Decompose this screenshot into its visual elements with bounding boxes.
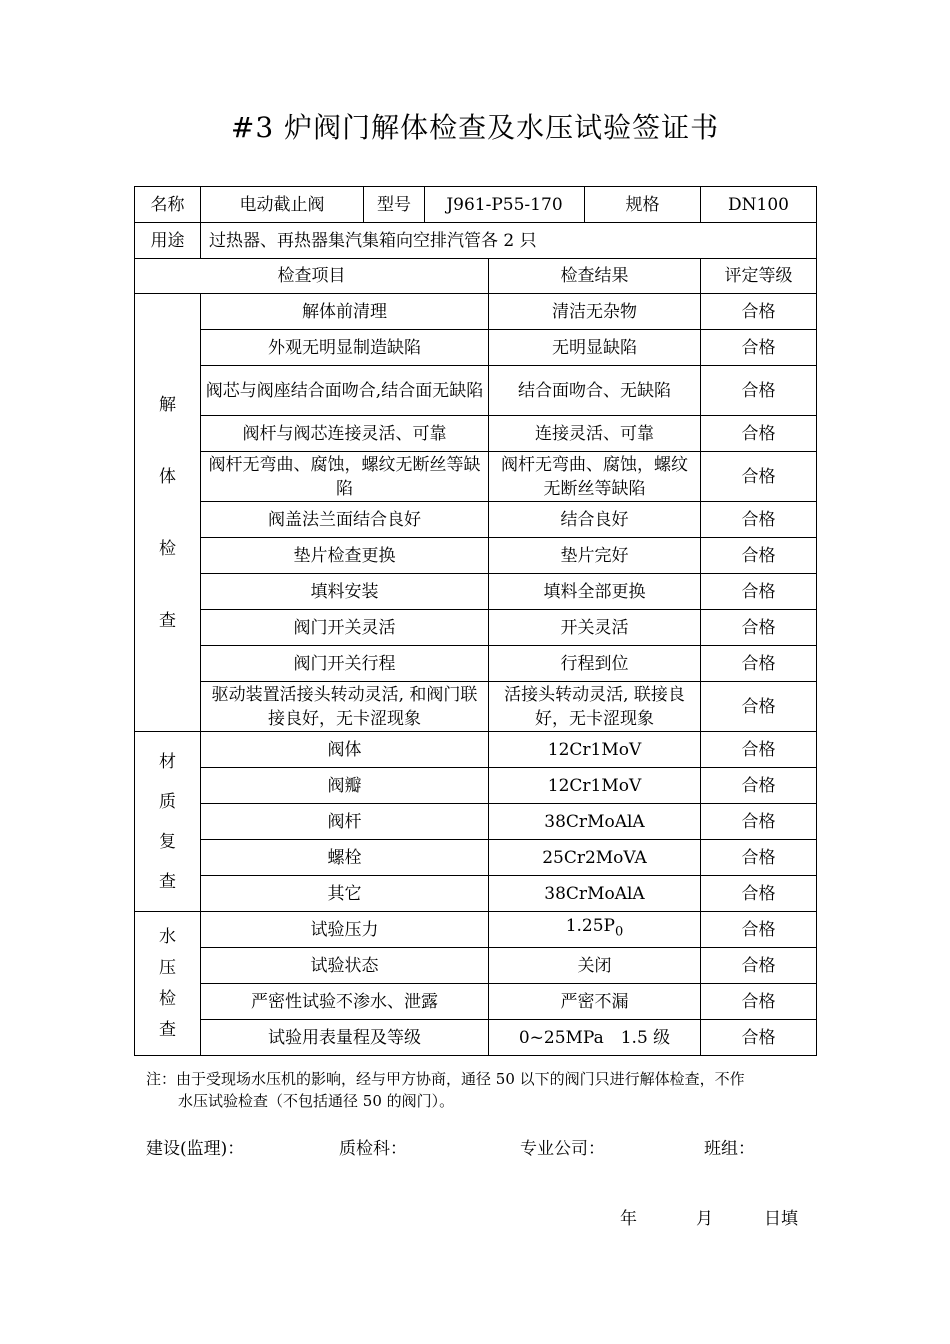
check-grade: 合格 xyxy=(701,294,817,330)
table-row xyxy=(135,452,817,502)
check-result-text: 严密不漏 xyxy=(560,991,629,1012)
check-item: 阀盖法兰面结合良好 xyxy=(201,502,489,538)
check-result-text: 25Cr2MoVA xyxy=(542,847,647,868)
table-row xyxy=(135,502,817,538)
table-row xyxy=(135,682,817,732)
spec-label: 规格 xyxy=(585,187,701,223)
check-grade: 合格 xyxy=(701,732,817,768)
inspection-table xyxy=(134,186,817,1056)
check-item: 垫片检查更换 xyxy=(201,538,489,574)
check-item: 填料安装 xyxy=(201,574,489,610)
table-row xyxy=(135,574,817,610)
model-label: 型号 xyxy=(364,187,425,223)
group-label-char: 解 xyxy=(159,394,176,415)
check-grade: 合格 xyxy=(701,330,817,366)
check-item: 试验用表量程及等级 xyxy=(201,1020,489,1056)
date-year: 年 xyxy=(620,1209,637,1229)
check-item: 严密性试验不渗水、泄露 xyxy=(201,984,489,1020)
check-grade: 合格 xyxy=(701,646,817,682)
check-item: 阀杆无弯曲、腐蚀，螺纹无断丝等缺陷 xyxy=(201,452,489,502)
check-result xyxy=(489,768,701,804)
signature-company: 专业公司： xyxy=(520,1139,605,1159)
column-header-item: 检查项目 xyxy=(135,259,489,294)
check-result-text: 结合良好 xyxy=(560,509,629,530)
check-item: 试验压力 xyxy=(201,912,489,948)
check-result xyxy=(489,610,701,646)
check-result-text: 活接头转动灵活, 联接良好，无卡涩现象 xyxy=(504,684,685,729)
spec-value: DN100 xyxy=(701,187,817,223)
check-result xyxy=(489,840,701,876)
note-line-1: 注：由于受现场水压机的影响，经与甲方协商，通径 50 以下的阀门只进行解体检查，不作 xyxy=(146,1070,745,1088)
check-result xyxy=(489,574,701,610)
check-grade: 合格 xyxy=(701,502,817,538)
check-result xyxy=(489,416,701,452)
check-result xyxy=(489,294,701,330)
check-grade: 合格 xyxy=(701,682,817,732)
signature-quality-dept: 质检科： xyxy=(339,1139,407,1159)
check-result-text: 12Cr1MoV xyxy=(547,775,642,796)
check-result xyxy=(489,682,701,732)
note xyxy=(146,1068,826,1112)
check-result-text: 垫片完好 xyxy=(560,545,629,566)
check-item: 其它 xyxy=(201,876,489,912)
group-label-char: 水 xyxy=(159,927,176,947)
header-row-name xyxy=(135,187,817,223)
table-row xyxy=(135,984,817,1020)
check-grade: 合格 xyxy=(701,366,817,416)
check-result-text: 38CrMoAlA xyxy=(544,883,645,904)
table-row xyxy=(135,366,817,416)
group-label-char: 检 xyxy=(159,538,176,559)
header-row-use xyxy=(135,223,817,259)
table-row xyxy=(135,876,817,912)
check-result xyxy=(489,646,701,682)
check-result-subscript: 0 xyxy=(615,924,624,940)
check-result xyxy=(489,538,701,574)
table-row xyxy=(135,948,817,984)
check-grade: 合格 xyxy=(701,804,817,840)
check-grade: 合格 xyxy=(701,840,817,876)
table-row xyxy=(135,768,817,804)
check-item: 阀杆 xyxy=(201,804,489,840)
check-grade: 合格 xyxy=(701,416,817,452)
table-row xyxy=(135,804,817,840)
group-label-material xyxy=(135,732,201,912)
table-row xyxy=(135,330,817,366)
check-result-text: 连接灵活、可靠 xyxy=(535,423,654,444)
column-header-grade: 评定等级 xyxy=(701,259,817,294)
check-grade: 合格 xyxy=(701,768,817,804)
check-grade: 合格 xyxy=(701,1020,817,1056)
check-result-text: 0~25MPa 1.5 级 xyxy=(518,1027,671,1048)
date-day: 日填 xyxy=(764,1209,798,1229)
check-item: 阀体 xyxy=(201,732,489,768)
date-month: 月 xyxy=(696,1209,713,1229)
table-row xyxy=(135,538,817,574)
table-row xyxy=(135,294,817,330)
check-result-text: 清洁无杂物 xyxy=(552,301,637,322)
check-result xyxy=(489,1020,701,1056)
use-label: 用途 xyxy=(135,223,201,259)
check-result-text: 阀杆无弯曲、腐蚀，螺纹无断丝等缺陷 xyxy=(501,454,688,499)
group-label-char: 体 xyxy=(159,466,176,487)
check-result xyxy=(489,876,701,912)
group-label-hydro xyxy=(135,912,201,1056)
check-item: 螺栓 xyxy=(201,840,489,876)
table-row xyxy=(135,646,817,682)
check-item: 外观无明显制造缺陷 xyxy=(201,330,489,366)
check-result-text: 行程到位 xyxy=(560,653,629,674)
check-grade: 合格 xyxy=(701,984,817,1020)
name-value: 电动截止阀 xyxy=(201,187,364,223)
check-item: 阀门开关行程 xyxy=(201,646,489,682)
check-result xyxy=(489,366,701,416)
check-result xyxy=(489,912,701,948)
check-item: 阀芯与阀座结合面吻合,结合面无缺陷 xyxy=(201,366,489,416)
signature-team: 班组： xyxy=(704,1139,755,1159)
table-row xyxy=(135,1020,817,1056)
check-item: 试验状态 xyxy=(201,948,489,984)
group-label-char: 查 xyxy=(159,871,176,892)
check-result xyxy=(489,984,701,1020)
table-row xyxy=(135,416,817,452)
check-result xyxy=(489,452,701,502)
note-line-2: 水压试验检查（不包括通径 50 的阀门）。 xyxy=(178,1092,455,1110)
check-result xyxy=(489,330,701,366)
use-value: 过热器、再热器集汽集箱向空排汽管各 2 只 xyxy=(201,223,817,259)
column-header-result: 检查结果 xyxy=(489,259,701,294)
table-row xyxy=(135,610,817,646)
table-row xyxy=(135,840,817,876)
table-row xyxy=(135,912,817,948)
check-item: 阀瓣 xyxy=(201,768,489,804)
check-grade: 合格 xyxy=(701,876,817,912)
check-grade: 合格 xyxy=(701,452,817,502)
check-result-text: 填料全部更换 xyxy=(543,581,646,602)
check-grade: 合格 xyxy=(701,948,817,984)
group-label-char: 查 xyxy=(159,610,176,631)
group-label-char: 检 xyxy=(159,989,176,1009)
group-label-char: 质 xyxy=(159,791,176,812)
check-item: 阀门开关灵活 xyxy=(201,610,489,646)
check-item: 解体前清理 xyxy=(201,294,489,330)
signature-construction: 建设(监理)： xyxy=(146,1139,245,1159)
check-result xyxy=(489,502,701,538)
check-result xyxy=(489,732,701,768)
model-value: J961-P55-170 xyxy=(425,187,585,223)
check-item: 驱动装置活接头转动灵活, 和阀门联接良好，无卡涩现象 xyxy=(201,682,489,732)
name-label: 名称 xyxy=(135,187,201,223)
check-grade: 合格 xyxy=(701,610,817,646)
check-result-text: 关闭 xyxy=(577,955,612,976)
column-header-row xyxy=(135,259,817,294)
check-result-text: 12Cr1MoV xyxy=(547,739,642,760)
check-grade: 合格 xyxy=(701,912,817,948)
check-item: 阀杆与阀芯连接灵活、可靠 xyxy=(201,416,489,452)
group-label-char: 查 xyxy=(159,1020,176,1040)
group-label-char: 复 xyxy=(159,831,176,852)
group-label-char: 压 xyxy=(159,958,176,978)
check-result-text: 38CrMoAlA xyxy=(544,811,645,832)
check-result-text: 开关灵活 xyxy=(560,617,629,638)
group-label-char: 材 xyxy=(159,751,176,772)
check-grade: 合格 xyxy=(701,538,817,574)
check-grade: 合格 xyxy=(701,574,817,610)
table-row xyxy=(135,732,817,768)
check-result-text: 无明显缺陷 xyxy=(552,337,637,358)
check-result-text: 结合面吻合、无缺陷 xyxy=(518,380,671,401)
check-result-text: 1.25P xyxy=(565,916,615,937)
check-result xyxy=(489,948,701,984)
document-title: #3 炉阀门解体检查及水压试验签证书 xyxy=(230,111,720,144)
group-label-disassembly xyxy=(135,294,201,732)
check-result xyxy=(489,804,701,840)
